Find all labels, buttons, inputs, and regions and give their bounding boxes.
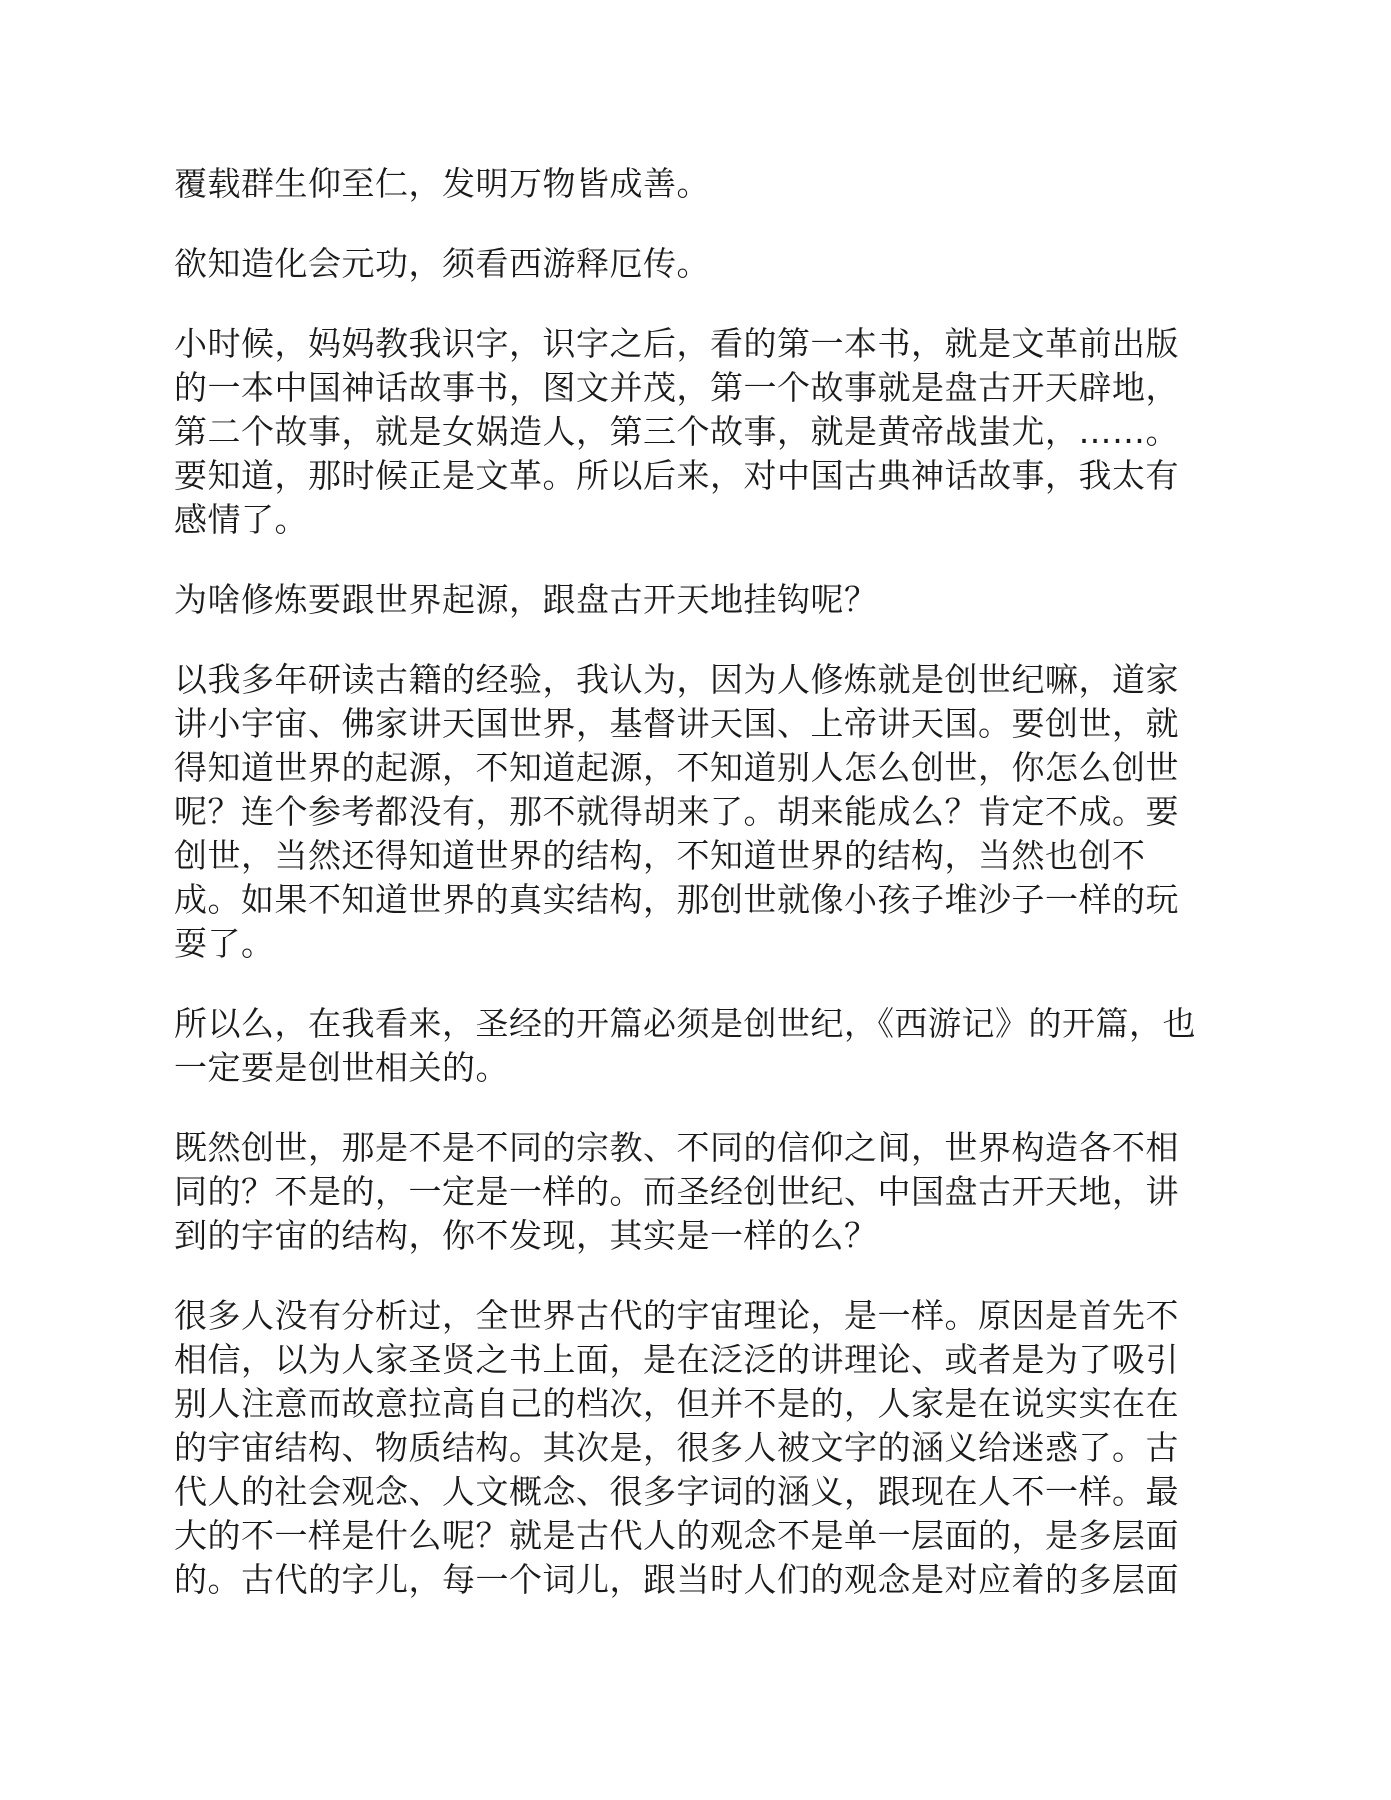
paragraph-genesis: 所以么，在我看来，圣经的开篇必须是创世纪，《西游记》的开篇，也一定要是创世相关的。 [174, 1004, 1196, 1087]
paragraph-childhood: 小时候，妈妈教我识字，识字之后，看的第一本书，就是文革前出版的一本中国神话故事书，图文并茂，第一个故事就是盘古开天辟地，第二个故事，就是女娲造人，第三个故事，就是黄帝战蚩尤，……。要知道，那时候正是文革。所以后来，对中国古典神话故事，我太有感情了。 [174, 324, 1179, 539]
paragraph-poem-line-1: 覆载群生仰至仁，发明万物皆成善。 [174, 164, 710, 203]
paragraph-creation: 以我多年研读古籍的经验，我认为，因为人修炼就是创世纪嘛，道家讲小宇宙、佛家讲天国世界，基督讲天国、上帝讲天国。要创世，就得知道世界的起源，不知道起源，不知道别人怎么创世，你怎么创世呢？连个参考都没有，那不就得胡来了。胡来能成么？肯定不成。要创世，当然还得知道世界的结构，不知道世界的结构，当然也创不成。如果不知道世界的真实结构，那创世就像小孩子堆沙子一样的玩耍了。 [174, 660, 1179, 963]
paragraph-poem-line-2: 欲知造化会元功，须看西游释厄传。 [174, 244, 710, 283]
paragraph-question: 为啥修炼要跟世界起源，跟盘古开天地挂钩呢？ [174, 580, 878, 619]
paragraph-ancient-theory: 很多人没有分析过，全世界古代的宇宙理论，是一样。原因是首先不相信，以为人家圣贤之书上面，是在泛泛的讲理论、或者是为了吸引别人注意而故意拉高自己的档次，但并不是的，人家是在说实实在在的宇宙结构、物质结构。其次是，很多人被文字的涵义给迷惑了。古代人的社会观念、人文概念、很多字词的涵义，跟现在人不一样。最大的不一样是什么呢？就是古代人的观念不是单一层面的，是多层面的。古代的字儿，每一个词儿，跟当时人们的观念是对应着的多层面 [174, 1296, 1179, 1599]
paragraph-structure: 既然创世，那是不是不同的宗教、不同的信仰之间，世界构造各不相同的？不是的，一定是一样的。而圣经创世纪、中国盘古开天地，讲到的宇宙的结构，你不发现，其实是一样的么？ [174, 1128, 1179, 1255]
document-body [174, 162, 1210, 1638]
